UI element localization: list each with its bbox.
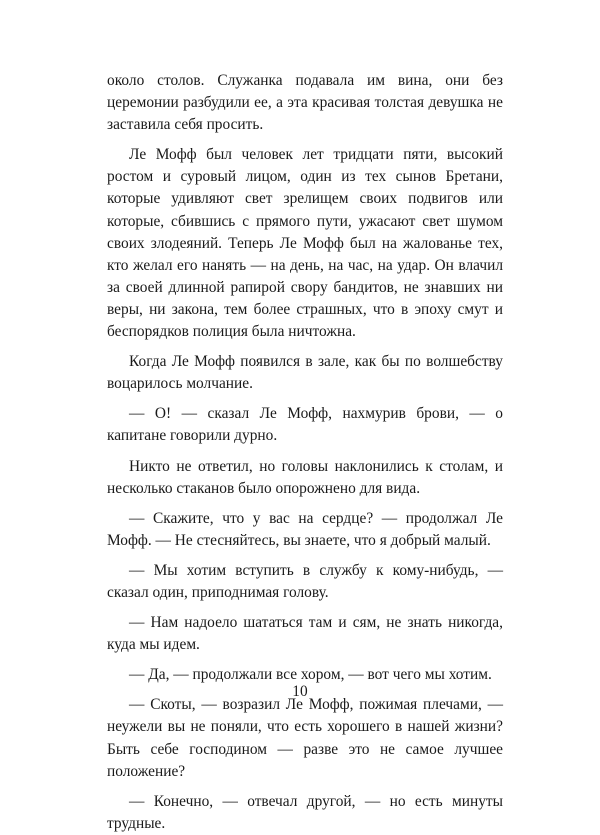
dialogue-line: — Нам надоело шататься там и сям, не знать никогда, куда мы идем. [107,614,503,654]
dialogue-line: — Мы хотим вступить в службу к кому-нибудь, — сказал один, приподнимая голову. [107,561,503,601]
dialogue-line: — Да, — продолжали все хором, — вот чего мы хотим. [129,666,492,684]
body-text [107,70,503,835]
dialogue-line: — Конечно, — отвечал другой, — но есть минуты трудные. [107,792,503,832]
dialogue-line: — О! — сказал Ле Мофф, нахмурив брови, — о капитане говорили дурно. [107,405,503,445]
dialogue-line: — Скоты, — возразил Ле Мофф, пожимая плечами, — неужели вы не поняли, что есть хорошего в нашей жизни? Быть себе господином — разве это не самое лучшее положение? [107,696,503,780]
paragraph-no-answer: Никто не ответил, но головы наклонились к столам, и несколько стаканов было опорожнено для вида. [107,457,503,497]
paragraph-continuation: около столов. Служанка подавала им вина, они без церемонии разбудили ее, а эта красивая толстая девушка не заставила себя просить. [107,72,503,134]
paragraph-le-moff-description: Ле Мофф был человек лет тридцати пяти, высокий ростом и суровый лицом, один из тех сынов Бретани, которые удивляют свет зрелищем своих подвигов или которые, сбившись с прямого пути, ужасают свет шумом своих злодеяний. Теперь Ле Мофф был на жалованье тех, кто желал его нанять — на день, на час, на удар. Он влачил за своей длинной рапирой свору бандитов, не знавших ни веры, ни закона, тем более страшных, что в эпоху смут и беспорядков полиция была ничтожна. [107,146,503,341]
page-number: 10 [292,683,308,700]
dialogue-line: — Скажите, что у вас на сердце? — продолжал Ле Мофф. — Не стесняйтесь, вы знаете, что я добрый малый. [107,509,503,549]
paragraph-silence: Когда Ле Мофф появился в зале, как бы по волшебству воцарилось молчание. [107,353,503,393]
